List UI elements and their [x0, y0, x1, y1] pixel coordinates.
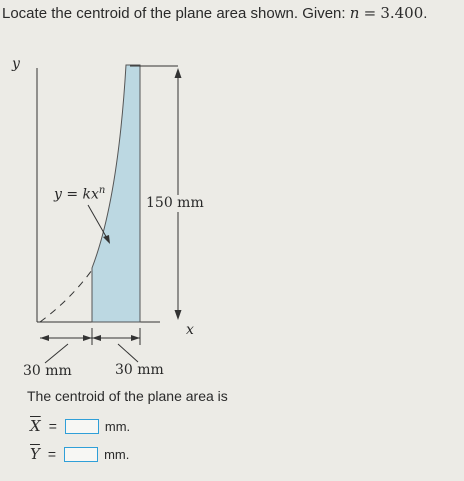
- curve-equation: [54, 185, 105, 203]
- problem-period: .: [423, 5, 428, 22]
- curve-eq-leader: [88, 205, 108, 240]
- height-arrow-down: [175, 310, 182, 320]
- n-value: 3.400: [380, 4, 424, 22]
- curve-equation-exponent: n: [98, 185, 106, 196]
- n-equals: =: [363, 4, 377, 22]
- left-width-dimension-label: 30 mm: [23, 363, 72, 379]
- width-arrow-right: [131, 335, 140, 341]
- question-text: The centroid of the plane area is: [27, 388, 228, 404]
- y-bar-equals: =: [47, 446, 57, 462]
- x-bar-answer-input[interactable]: [65, 419, 99, 434]
- curve-dashed-segment: [40, 270, 92, 322]
- x-bar-equals: =: [48, 418, 57, 434]
- y-bar-answer-input[interactable]: [64, 447, 98, 462]
- x-bar-symbol: $\overline{X}$: [30, 417, 41, 435]
- curve-equation-base: y = kx: [54, 186, 99, 203]
- width-arrow-left: [40, 335, 49, 341]
- y-bar-symbol: $\overline{Y}$: [30, 445, 40, 463]
- y-bar-answer-row: [30, 444, 129, 464]
- height-dimension-label: 150 mm: [146, 195, 204, 211]
- y-bar-unit: mm.: [104, 446, 130, 462]
- width-arrow-mid-left: [83, 335, 92, 341]
- x-axis-label: x: [186, 322, 194, 338]
- problem-prefix: Locate the centroid of the plane area shown. Given:: [2, 5, 346, 22]
- width-arrow-mid-right: [92, 335, 101, 341]
- x-bar-answer-row: [30, 416, 130, 436]
- y-axis-label: y: [12, 56, 20, 72]
- n-symbol: n: [349, 4, 360, 22]
- x-bar-unit: mm.: [104, 418, 131, 434]
- height-arrow-up: [175, 68, 182, 78]
- left-dim-leader: [45, 344, 68, 363]
- right-width-dimension-label: 30 mm: [115, 362, 164, 378]
- right-dim-leader: [118, 344, 138, 362]
